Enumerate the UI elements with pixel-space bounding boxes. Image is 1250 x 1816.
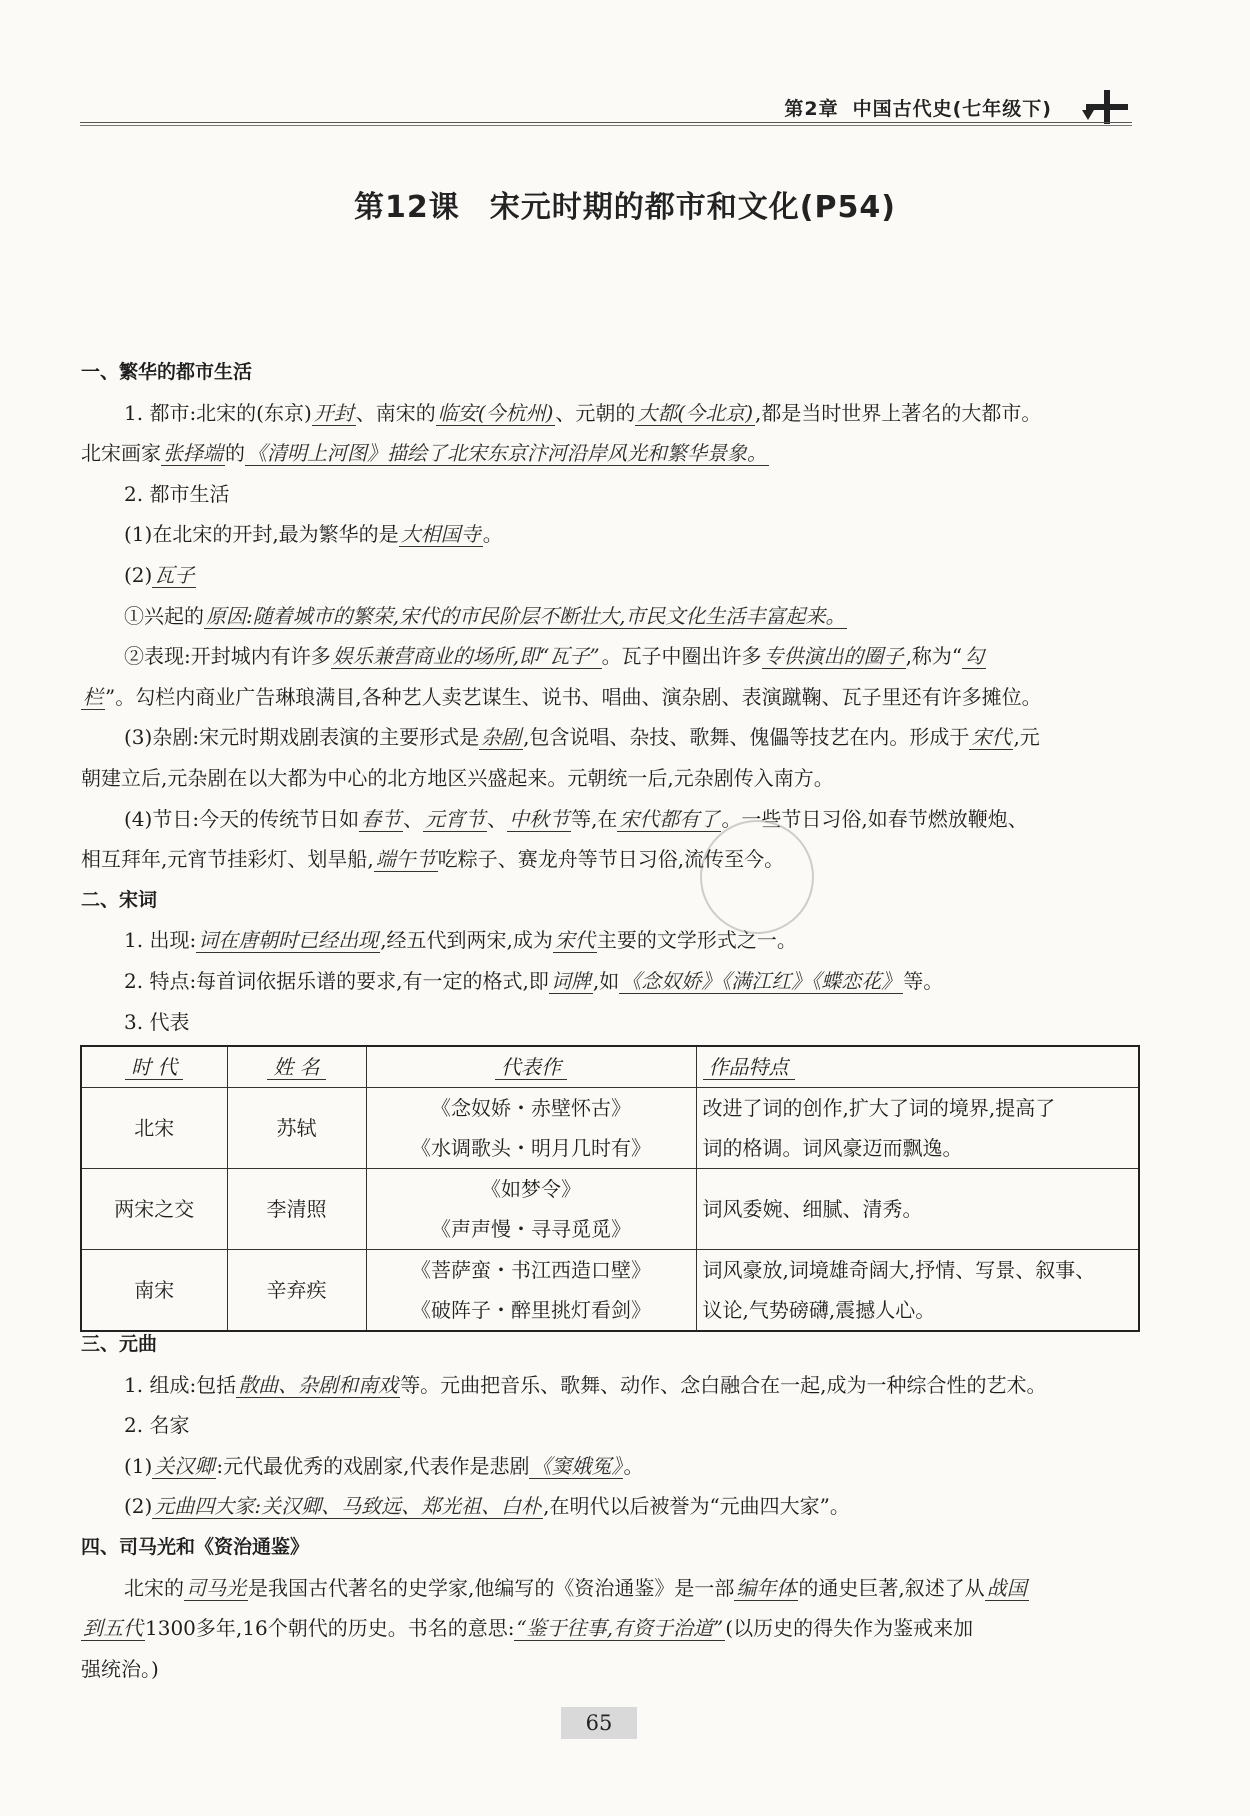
representatives-table	[80, 1045, 1140, 1332]
paragraph: (3)杂剧:宋元时期戏剧表演的主要形式是 杂剧 ,包含说唱、杂技、歌舞、傀儡等技艺在内。形成于 宋代 ,元	[124, 725, 1040, 750]
header-text	[770, 94, 1052, 121]
fill-in-answer: 春节	[361, 806, 402, 831]
main-content	[81, 352, 1139, 1042]
sub-heading: 3. 代表	[124, 1009, 190, 1034]
fill-in-answer: 词在唐朝时已经出现	[198, 928, 379, 953]
fill-in-answer: 开封	[313, 400, 354, 425]
paragraph: 1. 都市:北宋的(东京) 开封 、南宋的 临安(今杭州) 、元朝的 大都(今北京) ,都是当时世界上著名的大都市。	[124, 400, 1042, 425]
features-cell: 改进了词的创作,扩大了词的境界,提高了 词的格调。词风豪迈而飘逸。	[696, 1088, 1139, 1169]
fill-in-answer: 勾	[964, 644, 985, 669]
lesson-number: 第12课	[354, 190, 460, 225]
section-heading: 二、宋词	[81, 888, 158, 911]
fill-in-answer: 元曲四大家:关汉卿、马致远、郑光祖、白朴	[154, 1494, 542, 1519]
paragraph: ②表现:开封城内有许多 娱乐兼营商业的场所,即“瓦子” 。瓦子中圈出许多 专供演出的圈子 ,称为“ 勾	[124, 644, 985, 669]
fill-in-answer: 宋代	[971, 725, 1012, 750]
fill-in-answer: 张择端	[163, 441, 223, 466]
paragraph: 相互拜年,元宵节挂彩灯、划旱船, 端午节 吃粽子、赛龙舟等节日习俗,流传至今。	[81, 847, 785, 872]
section-heading: 一、繁华的都市生活	[81, 361, 253, 383]
era-cell: 北宋	[81, 1088, 227, 1169]
fill-in-answer: 元宵节	[425, 806, 486, 831]
works-cell: 《念奴娇・赤壁怀古》 《水调歌头・明月几时有》	[366, 1088, 696, 1169]
features-cell: 词风委婉、细腻、清秀。	[696, 1169, 1139, 1250]
paragraph: (2) 瓦子	[124, 562, 195, 587]
fill-in-answer: 司马光	[186, 1575, 246, 1600]
lesson-title	[0, 182, 1250, 226]
fill-in-answer: 专供演出的圈子	[763, 644, 904, 669]
fill-in-answer: 杂剧	[481, 725, 522, 750]
page-number: 65	[561, 1707, 637, 1739]
section-heading: 三、元曲	[81, 1333, 158, 1355]
fill-in-answer: 娱乐兼营商业的场所,即“瓦子”	[332, 644, 600, 669]
fill-in-answer: 宋代都有了	[619, 806, 720, 831]
fill-in-answer: 《念奴娇》《满江红》《蝶恋花》	[621, 968, 902, 993]
fill-in-answer: 《窦娥冤》	[531, 1453, 622, 1478]
paragraph: (2) 元曲四大家:关汉卿、马致远、郑光祖、白朴 ,在明代以后被誉为“元曲四大家”。	[124, 1494, 850, 1519]
fill-in-answer: 大相国寺	[400, 522, 481, 547]
fill-in-answer: 散曲、杂剧和南戏	[238, 1372, 399, 1397]
paragraph: 1. 出现: 词在唐朝时已经出现 ,经五代到两宋,成为 宋代 主要的文学形式之一。	[124, 928, 797, 953]
header-subject: 中国古代史(七年级下)	[852, 98, 1052, 120]
features-cell: 词风豪放,词境雄奇阔大,抒情、写景、叙事、 议论,气势磅礴,震撼人心。	[696, 1250, 1139, 1332]
works-cell: 《如梦令》 《声声慢・寻寻觅觅》	[366, 1169, 696, 1250]
fill-in-answer: 栏	[83, 684, 103, 709]
fill-in-answer: 编年体	[736, 1575, 797, 1600]
lesson-name: 宋元时期的都市和文化(P54)	[489, 190, 896, 225]
paragraph: (4)节日:今天的传统节日如 春节 、 元宵节 、 中秋节 等,在 宋代都有了 。一些节日习俗,如春节燃放鞭炮、	[124, 806, 1028, 831]
fill-in-answer: 关汉卿	[154, 1453, 215, 1478]
page-header	[80, 90, 1132, 126]
section-heading: 四、司马光和《资治通鉴》	[81, 1535, 310, 1558]
table-header-cell: 代表作	[366, 1046, 696, 1088]
era-cell: 两宋之交	[81, 1169, 227, 1250]
fill-in-answer: 到五代	[83, 1616, 143, 1641]
fill-in-answer: “鉴于往事,有资于治道”	[516, 1616, 724, 1641]
fill-in-answer: 瓦子	[154, 562, 195, 587]
main-content-continued	[81, 1324, 1139, 1689]
paragraph: 1. 组成:包括 散曲、杂剧和南戏 等。元曲把音乐、歌舞、动作、念白融合在一起,成为一种综合性的艺术。	[124, 1372, 1047, 1397]
paragraph: 栏 ”。勾栏内商业广告琳琅满目,各种艺人卖艺谋生、说书、唱曲、演杂剧、表演蹴鞠、瓦子里还有许多摊位。	[83, 684, 1042, 709]
fill-in-answer: 原因:随着城市的繁荣,宋代的市民阶层不断壮大,市民文化生活丰富起来。	[206, 603, 846, 628]
table-header-cell: 姓 名	[227, 1046, 366, 1088]
paragraph: (1) 关汉卿 :元代最优秀的戏剧家,代表作是悲剧 《窦娥冤》 。	[124, 1453, 644, 1478]
table-header-cell: 作品特点	[696, 1046, 1139, 1088]
paragraph: 强统治。)	[81, 1656, 159, 1681]
fill-in-answer: 《清明上河图》描绘了北宋东京汴河沿岸风光和繁华景象。	[247, 441, 767, 466]
poet-name-cell: 辛弃疾	[227, 1250, 366, 1332]
paragraph: 北宋的 司马光 是我国古代著名的史学家,他编写的《资治通鉴》是一部 编年体 的通史巨著,叙述了从 战国	[124, 1575, 1027, 1600]
table-header-row	[81, 1046, 1139, 1088]
paragraph: ①兴起的 原因:随着城市的繁荣,宋代的市民阶层不断壮大,市民文化生活丰富起来。	[124, 603, 846, 628]
fill-in-answer: 临安(今杭州)	[437, 400, 554, 425]
header-rule-bottom	[80, 125, 1132, 126]
fill-in-answer: 大都(今北京)	[637, 400, 754, 425]
fill-in-answer: 词牌	[550, 968, 591, 993]
sub-heading: 2. 名家	[124, 1413, 190, 1438]
table-row	[81, 1088, 1139, 1169]
works-cell: 《菩萨蛮・书江西造口壁》 《破阵子・醉里挑灯看剑》	[366, 1250, 696, 1332]
era-cell: 南宋	[81, 1250, 227, 1332]
poet-name-cell: 苏轼	[227, 1088, 366, 1169]
table-row	[81, 1169, 1139, 1250]
poet-name-cell: 李清照	[227, 1169, 366, 1250]
stamp-mark	[700, 820, 814, 934]
fill-in-answer: 端午节	[375, 847, 436, 872]
table-header-cell: 时 代	[81, 1046, 227, 1088]
paragraph: 朝建立后,元杂剧在以大都为中心的北方地区兴盛起来。元朝统一后,元杂剧传入南方。	[81, 765, 834, 790]
table-row	[81, 1250, 1139, 1332]
paragraph: 2. 特点:每首词依据乐谱的要求,有一定的格式,即 词牌 ,如 《念奴娇》《满江红》《蝶恋花》 等。	[124, 968, 944, 993]
sub-heading: 2. 都市生活	[124, 481, 230, 506]
fill-in-answer: 中秋节	[509, 806, 570, 831]
paragraph: (1)在北宋的开封,最为繁华的是 大相国寺 。	[124, 522, 503, 547]
paragraph: 到五代 1300多年,16个朝代的历史。书名的意思: “鉴于往事,有资于治道” (以历史的得失作为鉴戒来加	[83, 1616, 974, 1641]
header-chapter: 第2章	[784, 98, 839, 120]
header-rule-top	[80, 122, 1132, 123]
fill-in-answer: 战国	[986, 1575, 1027, 1600]
paragraph: 北宋画家 张择端 的 《清明上河图》描绘了北宋东京汴河沿岸风光和繁华景象。	[81, 441, 767, 466]
fill-in-answer: 宋代	[554, 928, 595, 953]
